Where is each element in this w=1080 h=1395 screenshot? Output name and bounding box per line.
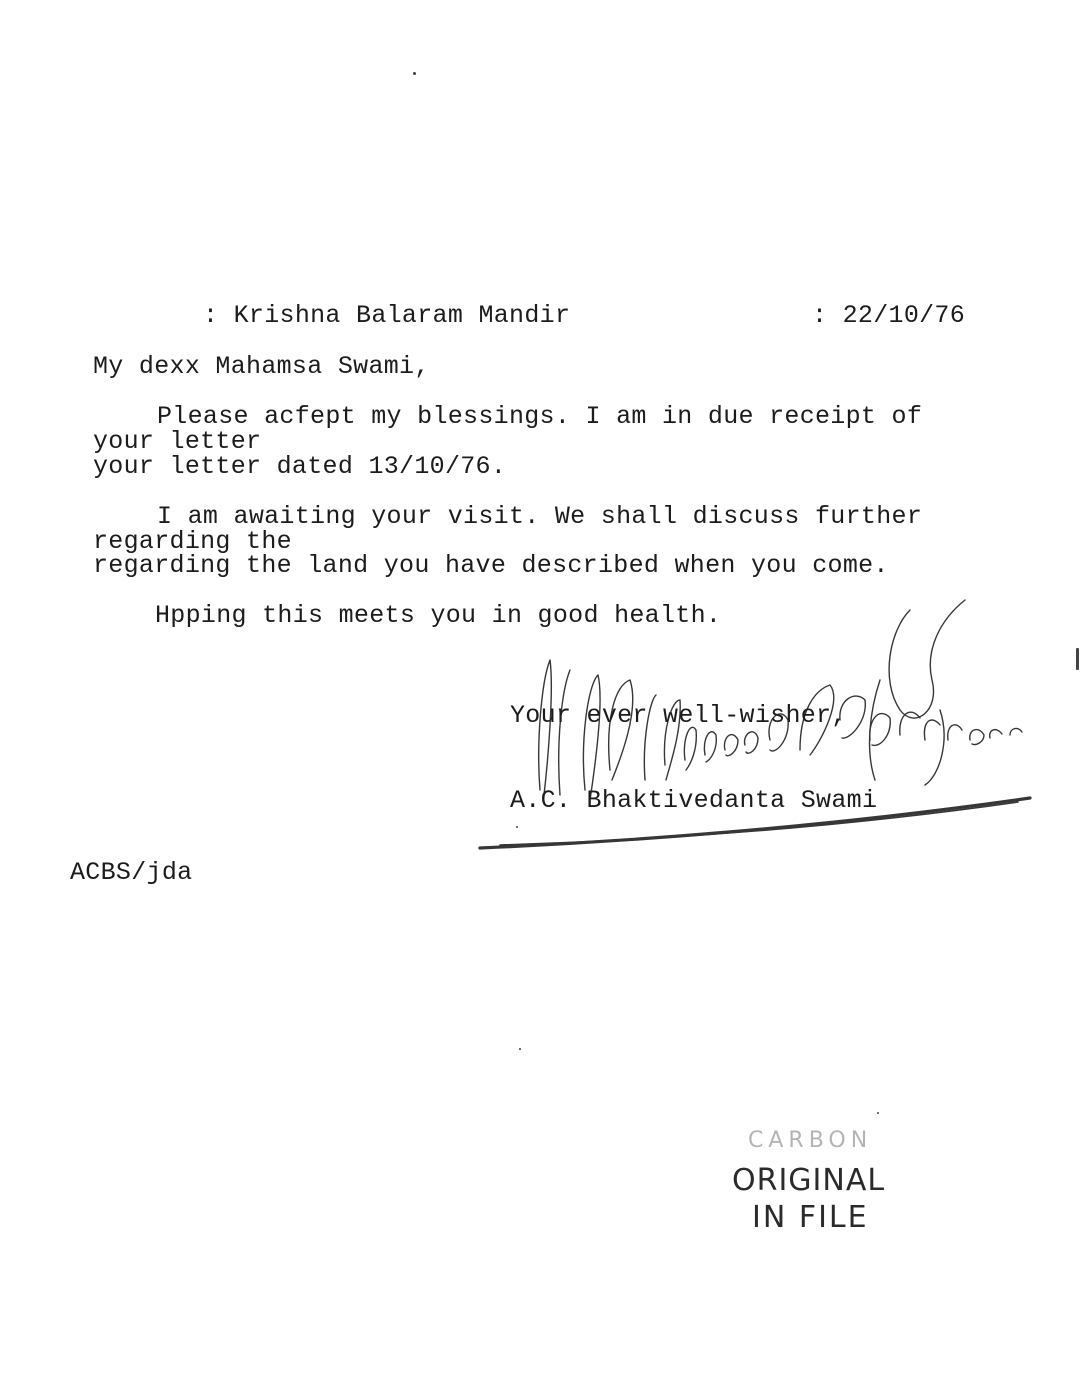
scan-speck — [1076, 648, 1079, 670]
scan-speck — [519, 1048, 521, 1050]
paragraph-1-line-1: Please acfept my blessings. I am in due receipt of — [157, 402, 923, 431]
date-line: : 22/10/76 — [812, 301, 966, 330]
location-line: : Krishna Balaram Mandir — [203, 301, 571, 330]
paragraph-2-line-3: regarding the land you have described when you come. — [93, 551, 889, 580]
handwritten-signature — [470, 590, 1050, 870]
paragraph-2-line-2: regarding the — [93, 527, 292, 556]
paragraph-3: Hpping this meets you in good health. — [155, 601, 722, 630]
closing: Your ever well-wisher, — [510, 701, 847, 730]
scan-speck — [413, 72, 416, 75]
reference-initials: ACBS/jda — [70, 858, 193, 887]
stamp-original: ORIGINAL — [732, 1163, 886, 1198]
scan-speck — [516, 826, 518, 828]
scan-speck — [877, 1112, 879, 1114]
stamp-in-file: IN FILE — [752, 1200, 869, 1235]
salutation: My dexx Mahamsa Swami, — [93, 352, 430, 381]
paragraph-1-line-3: your letter dated 13/10/76. — [93, 452, 507, 481]
stamp-carbon: CARBON — [748, 1128, 873, 1153]
paragraph-1-line-2: your letter — [93, 427, 262, 456]
typed-name: A.C. Bhaktivedanta Swami — [510, 786, 878, 815]
paragraph-2-line-1: I am awaiting your visit. We shall discuss further — [157, 502, 923, 531]
